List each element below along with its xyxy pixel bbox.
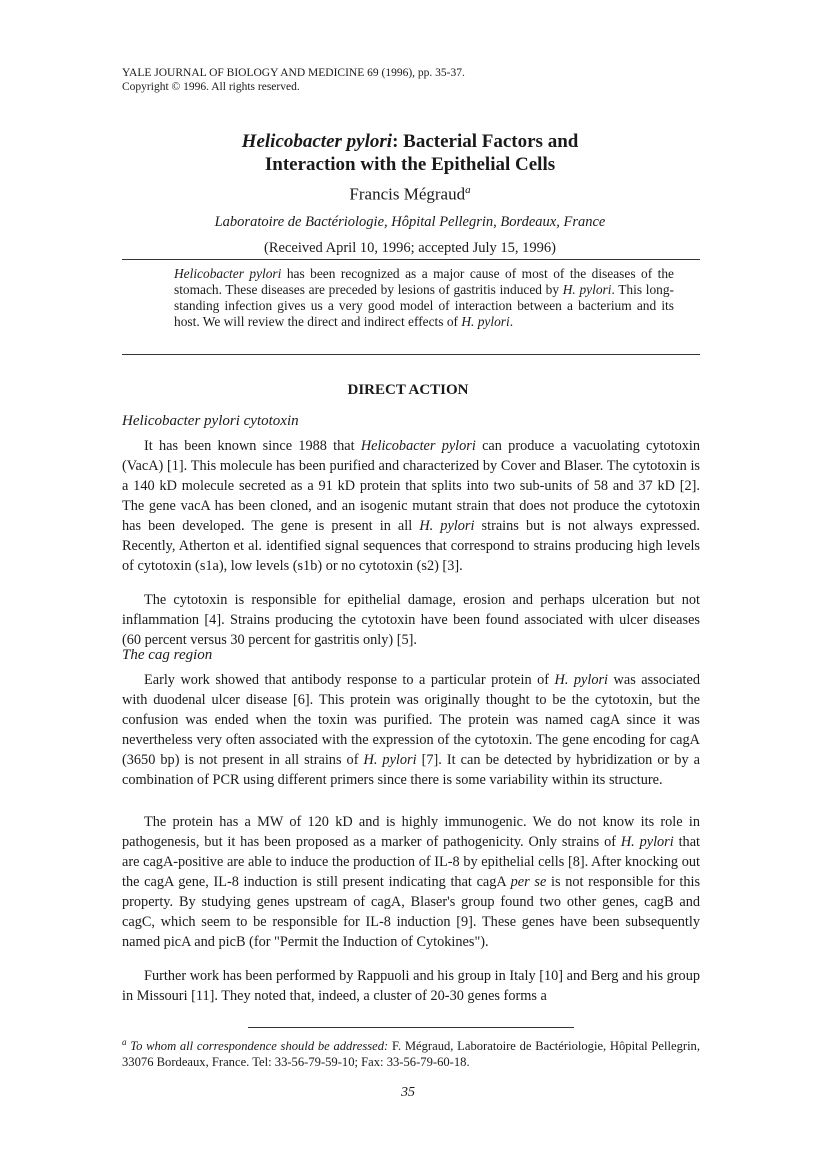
subsection-heading-cytotoxin: Helicobacter pylori cytotoxin [122, 413, 299, 429]
paragraph-cytotoxin [122, 436, 700, 576]
paragraph-caga [122, 670, 700, 790]
paragraph-text: [7]. It can be detected by hybridization or by a combination of PCR using different primers since there is some variability within its structure. [122, 752, 700, 788]
title-line-2: Interaction with the Epithelial Cells [264, 154, 556, 175]
journal-citation: YALE JOURNAL OF BIOLOGY AND MEDICINE 69 (1996), pp. 35-37. [122, 67, 465, 79]
footnote-text: F. Mégraud, Laboratoire de Bactériologie, Hôpital Pellegrin, 33076 Bordeaux, France. Tel: 33-56-79-59-10; Fax: 33-56-79-60-18. [122, 1039, 701, 1070]
latin-phrase: per se [510, 874, 547, 890]
abstract-text: . [509, 314, 514, 329]
paragraph-text: Early work showed that antibody response to a particular protein of [144, 672, 555, 688]
abstract-species: H. pylori [562, 282, 612, 297]
paragraph-text: The protein has a MW of 120 kD and is highly immunogenic. We do not know its role in pathogenesis, but it has been proposed as a marker of pathogenicity. Only strains of [122, 814, 700, 850]
author-line [100, 180, 720, 205]
abstract-species: Helicobacter pylori [174, 266, 282, 281]
footnote-rule [248, 1027, 574, 1028]
abstract-text: has been recognized as a major cause of most of the diseases of the stomach. These diseases are preceded by lesions of gastritis induced by [174, 266, 674, 297]
abstract-species: H. pylori [461, 314, 510, 329]
paragraph-further-work: Further work has been performed by Rappuoli and his group in Italy [10] and Berg and his group in Missouri [11]. They noted that, indeed, a cluster of 20-30 genes forms a [122, 968, 700, 1004]
paragraph-text: can produce a vacuolating cytotoxin (VacA) [1]. This molecule has been purified and characterized by Cover and Blaser. The cytotoxin is a 140 kD molecule secreted as a 91 kD protein that splits into two sub-units of 58 and 37 kD [2]. The gene vacA has been cloned, and an isogenic mutant strain that does not produce the cytotoxin has been developed. The gene is present in all [122, 438, 700, 534]
author-name: Francis Mégraud [349, 184, 466, 204]
paragraph-caga-protein [122, 812, 700, 952]
species-name: H. pylori [620, 834, 674, 850]
species-name: Helicobacter pylori [360, 438, 476, 454]
paragraph-text: is not responsible for this property. By studying genes upstream of cagA, Blaser's group found two other genes, cagB and cagC, which seem to be responsible for IL-8 induction [9]. These genes have been subsequently named picA and picB (for "Permit the Induction of Cytokines"). [122, 874, 701, 950]
abstract-top-rule [122, 259, 700, 260]
journal-header [122, 66, 465, 94]
copyright-notice: Copyright © 1996. All rights reserved. [122, 81, 300, 93]
paragraph-cytotoxin-effects: The cytotoxin is responsible for epithelial damage, erosion and perhaps ulceration but not inflammation [4]. Strains producing the cytotoxin have been found associated with ulcer diseases (60 percent versus 30 percent for gastritis only) [5]. [122, 592, 700, 648]
paragraph-text: strains but is not always expressed. Recently, Atherton et al. identified signal sequences that correspond to strains producing high levels of cytotoxin (s1a), low levels (s1b) or no cytotoxin (s2) [3]. [122, 518, 700, 574]
title-species: Helicobacter pylori [241, 131, 393, 152]
affiliation: Laboratoire de Bactériologie, Hôpital Pellegrin, Bordeaux, France [214, 213, 606, 230]
footnote-lead: To whom all correspondence should be addressed: [130, 1039, 389, 1054]
author-footnote-marker: a [465, 184, 471, 196]
abstract-text: . This long-standing infection gives us a very good model of interaction between a bacterium and its host. We will review the direct and indirect effects of [174, 282, 675, 329]
section-heading: DIRECT ACTION [347, 382, 469, 398]
title-block [100, 130, 720, 257]
subsection-heading-cag: The cag region [122, 647, 213, 663]
abstract-bottom-rule [122, 354, 700, 355]
species-name: H. pylori [554, 672, 609, 688]
paper-title [100, 130, 720, 176]
title-rest: : Bacterial Factors and [392, 131, 579, 152]
footnote-marker: a [122, 1037, 127, 1047]
abstract [174, 266, 674, 330]
received-dates: (Received April 10, 1996; accepted July 15, 1996) [264, 239, 556, 256]
species-name: H. pylori [363, 752, 417, 768]
footnote [122, 1034, 700, 1070]
species-name: H. pylori [419, 518, 475, 534]
paragraph-text: that are cagA-positive are able to induce the production of IL-8 by epithelial cells [8]. After knocking out the cagA gene, IL-8 induction is still present indicating that cagA [122, 834, 701, 890]
paragraph-text: It has been known since 1988 that [144, 438, 361, 454]
page-number: 35 [401, 1085, 415, 1100]
paragraph-text: was associated with duodenal ulcer disease [6]. This protein was originally thought to be the cytotoxin, but the confusion was ended when the toxin was purified. The protein was named cagA since it was nevertheless very often associated with the expression of the cytotoxin. The gene encoding for cagA (3650 bp) is not present in all strains of [122, 672, 701, 768]
